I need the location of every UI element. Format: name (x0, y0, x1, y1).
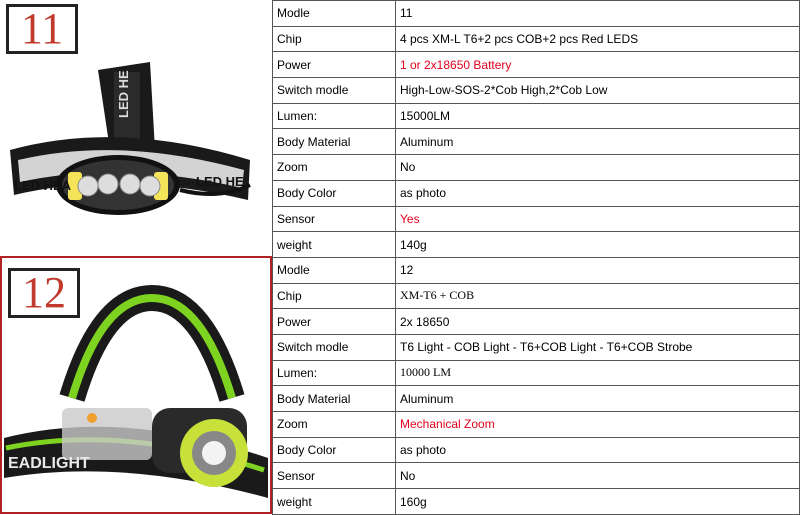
spec-key: Body Material (273, 129, 396, 155)
spec-value: No (396, 155, 800, 181)
table-row (273, 309, 800, 335)
table-row (273, 1, 800, 27)
table-row (273, 52, 800, 78)
spec-value: 2x 18650 (396, 309, 800, 335)
table-row (273, 360, 800, 386)
table-row (273, 180, 800, 206)
spec-key: Chip (273, 26, 396, 52)
table-row (273, 103, 800, 129)
table-row (273, 129, 800, 155)
spec-key: Zoom (273, 155, 396, 181)
table-row (273, 78, 800, 104)
spec-value: Aluminum (396, 129, 800, 155)
spec-key: Modle (273, 257, 396, 283)
spec-key: Zoom (273, 412, 396, 438)
spec-key: Switch modle (273, 334, 396, 360)
band-text-vertical: LED HE (116, 70, 131, 118)
spec-key: Body Material (273, 386, 396, 412)
spec-key: Lumen: (273, 360, 396, 386)
spec-value: 140g (396, 232, 800, 258)
product-12-photo (0, 256, 272, 514)
spec-value: 10000 LM (396, 360, 800, 386)
spec-key: Body Color (273, 180, 396, 206)
spec-key: Power (273, 309, 396, 335)
spec-key: Sensor (273, 463, 396, 489)
product-number-badge: 12 (8, 268, 80, 318)
spec-value: T6 Light - COB Light - T6+COB Light - T6+COB Strobe (396, 334, 800, 360)
spec-key: weight (273, 232, 396, 258)
band-text-left: LED HEA (14, 178, 72, 193)
table-row (273, 334, 800, 360)
spec-value: as photo (396, 437, 800, 463)
spec-value: 11 (396, 1, 800, 27)
band-text: EADLIGHT (8, 455, 90, 472)
spec-key: Lumen: (273, 103, 396, 129)
spec-key: Power (273, 52, 396, 78)
table-row (273, 257, 800, 283)
table-row (273, 463, 800, 489)
table-row (273, 232, 800, 258)
spec-value: 15000LM (396, 103, 800, 129)
spec-value: Aluminum (396, 386, 800, 412)
spec-value: Mechanical Zoom (396, 412, 800, 438)
table-row (273, 283, 800, 309)
table-row (273, 437, 800, 463)
table-row (273, 155, 800, 181)
product-number-badge: 11 (6, 4, 78, 54)
spec-key: Modle (273, 1, 396, 27)
table-row (273, 206, 800, 232)
table-row (273, 489, 800, 515)
product-11-photo (0, 0, 273, 256)
spec-value: XM-T6 + COB (396, 283, 800, 309)
spec-value: High-Low-SOS-2*Cob High,2*Cob Low (396, 78, 800, 104)
band-text-right: LED HE (196, 174, 244, 189)
spec-key: Sensor (273, 206, 396, 232)
spec-value: 160g (396, 489, 800, 515)
spec-value: 4 pcs XM-L T6+2 pcs COB+2 pcs Red LEDS (396, 26, 800, 52)
spec-key: Body Color (273, 437, 396, 463)
table-row (273, 386, 800, 412)
spec-value: 12 (396, 257, 800, 283)
spec-value: as photo (396, 180, 800, 206)
table-row (273, 412, 800, 438)
spec-key: Chip (273, 283, 396, 309)
spec-value: No (396, 463, 800, 489)
spec-value: Yes (396, 206, 800, 232)
spec-table (272, 0, 800, 515)
spec-value: 1 or 2x18650 Battery (396, 52, 800, 78)
table-row (273, 26, 800, 52)
spec-key: Switch modle (273, 78, 396, 104)
spec-key: weight (273, 489, 396, 515)
